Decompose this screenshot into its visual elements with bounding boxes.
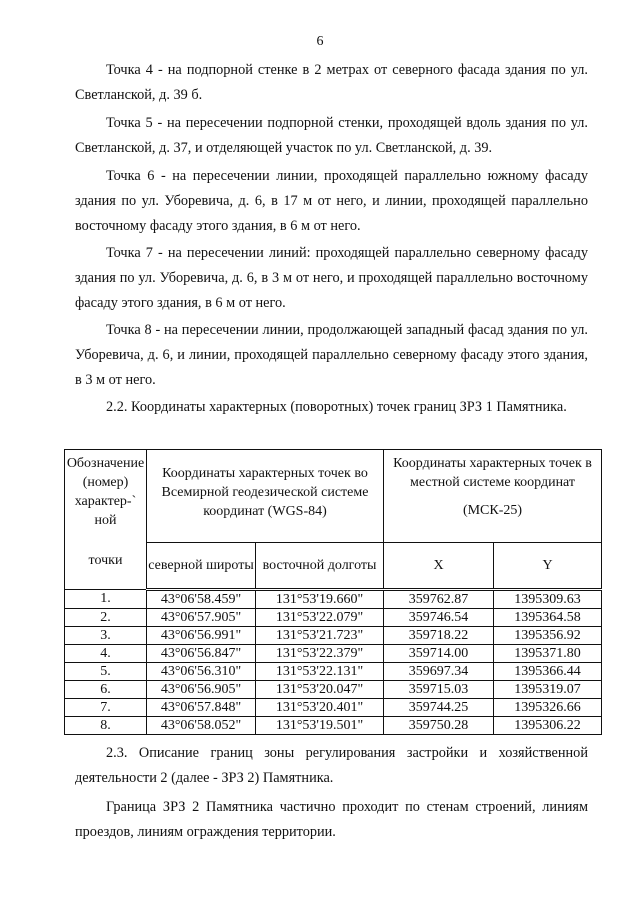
cell-latitude: 43°06'56.847"	[147, 645, 256, 663]
header-local-system	[384, 450, 602, 543]
cell-longitude: 131°53'22.379"	[256, 645, 384, 663]
cell-longitude: 131°53'21.723"	[256, 627, 384, 645]
paragraph-zrz2-boundary: Граница ЗРЗ 2 Памятника частично проходит по стенам строений, линиям проездов, линиям ограждения территории.	[75, 799, 588, 840]
table-body	[65, 590, 602, 735]
header-point-number-label: Обозначение (номер) характер-` ной	[66, 456, 145, 528]
cell-point-number: 6.	[65, 681, 147, 699]
table-row	[65, 627, 602, 645]
subheader-x	[384, 543, 494, 590]
cell-x: 359750.28	[384, 717, 494, 735]
table-row	[65, 590, 602, 609]
cell-point-number: 3.	[65, 627, 147, 645]
cell-latitude: 43°06'56.310"	[147, 663, 256, 681]
cell-y: 1395309.63	[494, 590, 602, 609]
cell-x: 359715.03	[384, 681, 494, 699]
section-heading-2-3: 2.3. Описание границ зоны регулирования застройки и хозяйственной деятельности 2 (далее - ЗРЗ 2) Памятника.	[75, 745, 588, 786]
cell-x: 359762.87	[384, 590, 494, 609]
cell-y: 1395366.44	[494, 663, 602, 681]
cell-y: 1395306.22	[494, 717, 602, 735]
coordinates-table	[64, 449, 602, 735]
cell-point-number: 8.	[65, 717, 147, 735]
cell-longitude: 131°53'19.501"	[256, 717, 384, 735]
cell-x: 359718.22	[384, 627, 494, 645]
cell-point-number: 5.	[65, 663, 147, 681]
cell-point-number: 1.	[65, 590, 147, 609]
table-row	[65, 681, 602, 699]
cell-y: 1395371.80	[494, 645, 602, 663]
subheader-x-label: X	[433, 558, 444, 573]
header-wgs84-label: Координаты характерных точек во Всемирной геодезической системе координат (WGS-84)	[161, 466, 369, 519]
cell-point-number: 2.	[65, 609, 147, 627]
cell-x: 359746.54	[384, 609, 494, 627]
header-local-label: Координаты характерных точек в местной системе координат	[393, 456, 592, 490]
cell-y: 1395326.66	[494, 699, 602, 717]
paragraph-point-7: Точка 7 - на пересечении линий: проходящей параллельно северному фасаду здания по ул. Уборевича, д. 6, в 3 м от него, и проходящей параллельно восточному фасаду этого здания, в 6 м от него.	[75, 245, 588, 311]
cell-y: 1395364.58	[494, 609, 602, 627]
table-row	[65, 609, 602, 627]
cell-longitude: 131°53'19.660"	[256, 590, 384, 609]
cell-longitude: 131°53'22.131"	[256, 663, 384, 681]
header-point-number-sub: точки	[88, 553, 123, 568]
cell-latitude: 43°06'56.991"	[147, 627, 256, 645]
table-row	[65, 699, 602, 717]
cell-point-number: 4.	[65, 645, 147, 663]
cell-x: 359697.34	[384, 663, 494, 681]
header-wgs84	[147, 450, 384, 543]
cell-latitude: 43°06'57.905"	[147, 609, 256, 627]
header-point-number	[65, 450, 147, 590]
table-row	[65, 645, 602, 663]
subheader-y	[494, 543, 602, 590]
cell-x: 359714.00	[384, 645, 494, 663]
header-local-code: (МСК-25)	[462, 503, 523, 518]
subheader-longitude-label: восточной долготы	[262, 558, 377, 573]
table-row	[65, 663, 602, 681]
cell-longitude: 131°53'20.047"	[256, 681, 384, 699]
paragraph-point-4: Точка 4 - на подпорной стенке в 2 метрах от северного фасада здания по ул. Светланской, д. 39 б.	[75, 62, 588, 103]
cell-longitude: 131°53'20.401"	[256, 699, 384, 717]
page-number: 6	[316, 34, 324, 49]
cell-latitude: 43°06'56.905"	[147, 681, 256, 699]
cell-y: 1395319.07	[494, 681, 602, 699]
subheader-latitude-label: северной широты	[148, 558, 254, 573]
table-row	[65, 717, 602, 735]
cell-point-number: 7.	[65, 699, 147, 717]
subheader-latitude	[147, 543, 256, 590]
cell-y: 1395356.92	[494, 627, 602, 645]
paragraph-point-6: Точка 6 - на пересечении линии, проходящей параллельно южному фасаду здания по ул. Уборевича, д. 6, в 17 м от него, и линии, проходящей параллельно восточному фасаду этого здания, в 6 м от него.	[75, 168, 588, 234]
cell-latitude: 43°06'58.459"	[147, 590, 256, 609]
paragraph-point-5: Точка 5 - на пересечении подпорной стенки, проходящей вдоль здания по ул. Светланской, д. 37, и отделяющей участок по ул. Светланской, д. 39.	[75, 115, 588, 156]
cell-longitude: 131°53'22.079"	[256, 609, 384, 627]
paragraph-point-8: Точка 8 - на пересечении линии, продолжающей западный фасад здания по ул. Уборевича, д. 6, и линии, проходящей параллельно северному фасаду этого здания, в 3 м от него.	[75, 322, 588, 388]
subheader-longitude	[256, 543, 384, 590]
section-heading-2-2: 2.2. Координаты характерных (поворотных) точек границ ЗРЗ 1 Памятника.	[106, 399, 567, 415]
cell-latitude: 43°06'57.848"	[147, 699, 256, 717]
table-header-row	[65, 450, 602, 543]
subheader-y-label: Y	[542, 558, 553, 573]
cell-latitude: 43°06'58.052"	[147, 717, 256, 735]
cell-x: 359744.25	[384, 699, 494, 717]
